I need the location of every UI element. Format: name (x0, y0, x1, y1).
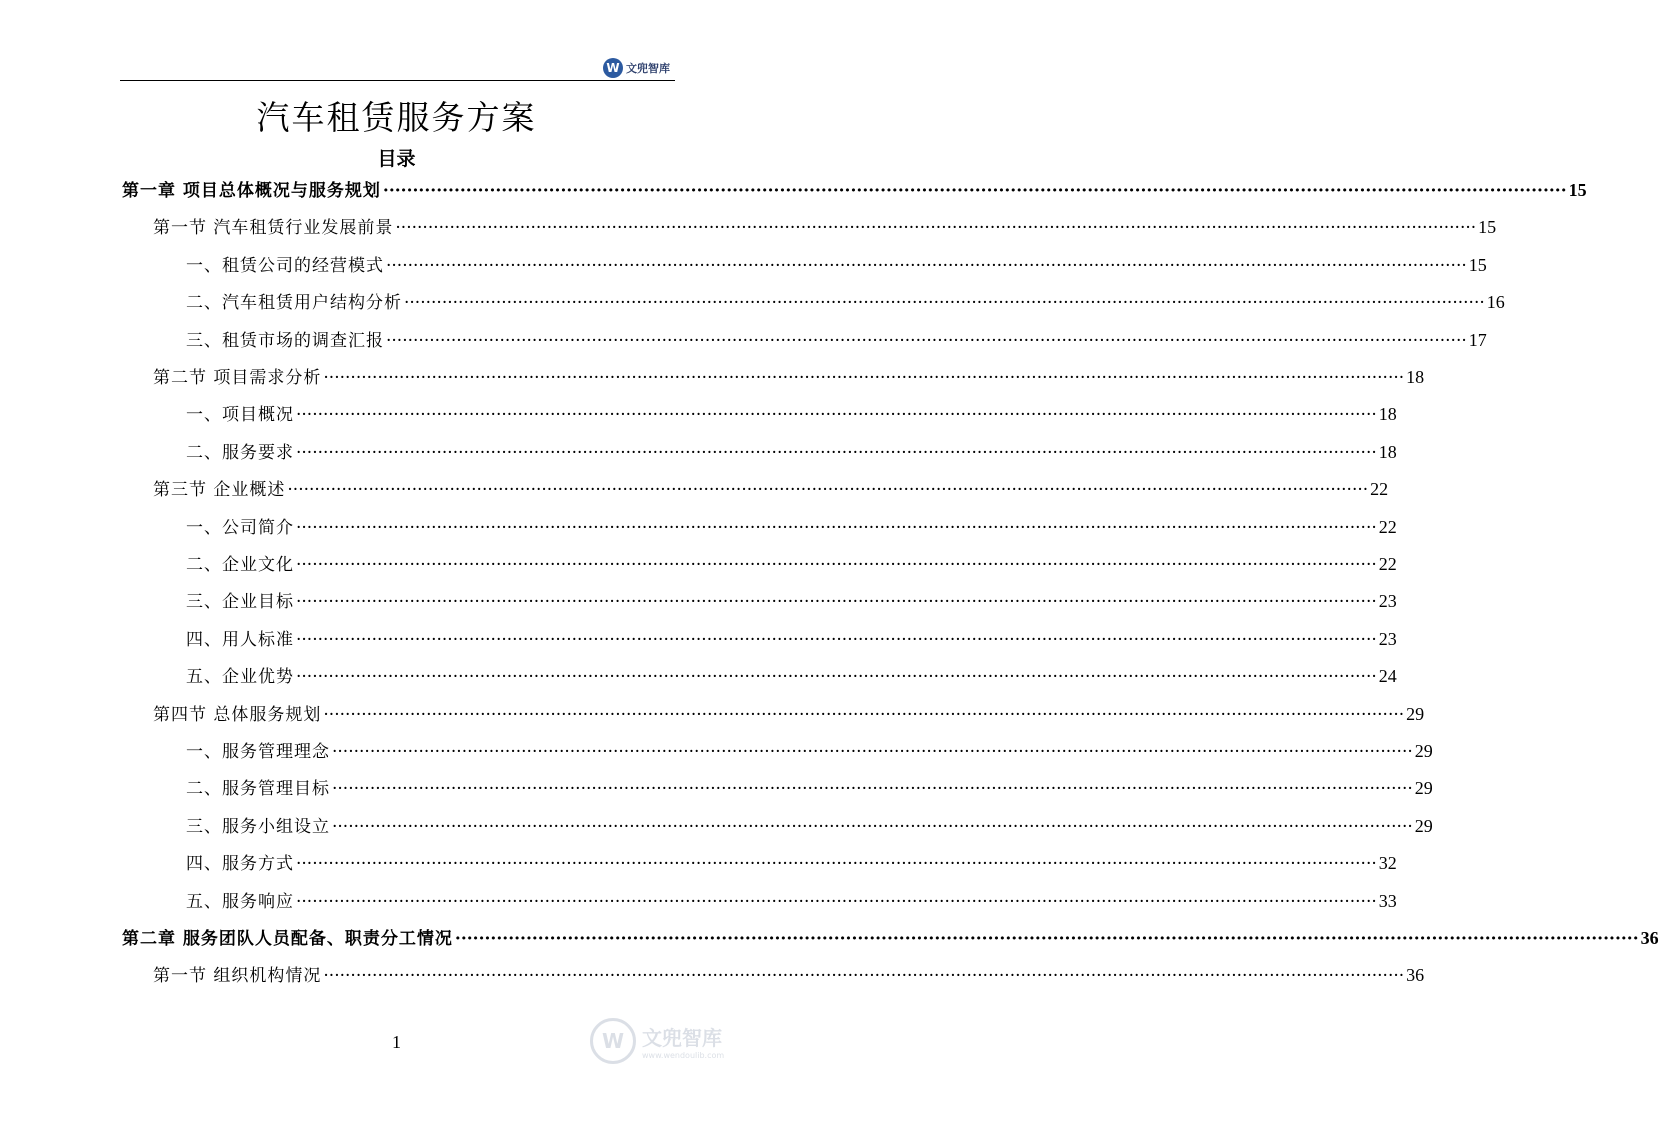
toc-entry-label: 一、租赁公司的经营模式 (186, 255, 384, 276)
toc-entry-page: 36 (1406, 965, 1425, 986)
toc-entry[interactable] (186, 812, 1433, 842)
toc-entry[interactable] (122, 176, 1587, 206)
toc-entry-label: 三、服务小组设立 (186, 816, 330, 837)
toc-leader-dots: ········································································································································································································ (332, 742, 1413, 762)
header-divider (120, 80, 675, 81)
toc-entry-label: 一、服务管理理念 (186, 742, 330, 762)
toc-entry-page: 22 (1378, 554, 1397, 574)
toc-leader-dots: ········································································································································································································ (296, 442, 1377, 463)
watermark-text: 文兜智库 (642, 1026, 722, 1050)
toc-entry-page: 29 (1414, 741, 1433, 761)
toc-entry[interactable] (186, 849, 1397, 879)
document-title: 汽车租赁服务方案 (256, 98, 537, 137)
toc-leader-dots: ········································································································································································································ (296, 555, 1377, 575)
watermark (590, 1016, 750, 1066)
toc-entry[interactable] (186, 774, 1433, 804)
toc-entry-page: 18 (1378, 404, 1397, 425)
toc-entry-page: 22 (1378, 516, 1397, 537)
toc-entry-label: 四、用人标准 (186, 629, 294, 650)
toc-entry-page: 33 (1378, 890, 1397, 911)
watermark-logo-icon: W (590, 1018, 636, 1064)
toc-entry-label: 第二节 项目需求分析 (153, 368, 322, 388)
toc-entry-label: 第二章 服务团队人员配备、职责分工情况 (122, 929, 453, 949)
toc-entry-label: 第四节 总体服务规划 (153, 704, 322, 725)
page-number: 1 (392, 1032, 401, 1052)
toc-leader-dots: ········································································································································································································ (395, 218, 1477, 239)
toc-entry[interactable] (186, 587, 1397, 617)
toc-entry-label: 三、租赁市场的调查汇报 (186, 330, 384, 351)
toc-entry[interactable] (153, 700, 1425, 730)
toc-leader-dots: ········································································································································································································ (296, 891, 1377, 912)
toc-entry-label: 二、服务管理目标 (186, 779, 330, 800)
toc-leader-dots: ········································································································································································································ (296, 405, 1377, 426)
toc-entry[interactable] (153, 475, 1389, 505)
toc-entry[interactable] (122, 924, 1659, 954)
toc-entry-page: 23 (1378, 591, 1397, 612)
toc-entry-page: 17 (1468, 329, 1487, 350)
toc-entry-label: 二、服务要求 (186, 442, 294, 463)
toc-leader-dots: ········································································································································································································ (296, 592, 1377, 613)
brand-logo-text: 文兜智库 (626, 62, 670, 75)
toc-entry-page: 29 (1414, 815, 1433, 836)
toc-entry-label: 三、企业目标 (186, 592, 294, 613)
toc-entry-page: 15 (1468, 254, 1487, 275)
toc-entry[interactable] (186, 625, 1397, 655)
toc-entry[interactable] (186, 887, 1397, 917)
toc-entry[interactable] (186, 513, 1397, 543)
toc-entry-page: 29 (1414, 778, 1433, 799)
toc-entry-page: 36 (1640, 928, 1659, 948)
toc-leader-dots: ········································································································································································································ (454, 929, 1639, 949)
toc-entry[interactable] (186, 550, 1397, 580)
toc-heading: 目录 (377, 148, 416, 170)
toc-entry-label: 第三节 企业概述 (153, 480, 286, 501)
toc-entry[interactable] (186, 400, 1397, 430)
watermark-url: www.wendoulib.com (642, 1051, 725, 1060)
toc-leader-dots: ········································································································································································································ (382, 181, 1567, 201)
toc-entry-label: 四、服务方式 (186, 854, 294, 875)
toc-entry-page: 18 (1378, 441, 1397, 462)
toc-leader-dots: ········································································································································································································ (296, 629, 1377, 650)
toc-entry-label: 五、服务响应 (186, 891, 294, 912)
toc-entry[interactable] (153, 213, 1497, 243)
toc-leader-dots: ········································································································································································································ (296, 517, 1377, 538)
toc-leader-dots: ········································································································································································································ (296, 854, 1377, 875)
toc-entry-label: 第一节 组织机构情况 (153, 966, 322, 987)
toc-entry[interactable] (186, 326, 1487, 356)
toc-leader-dots: ········································································································································································································ (404, 293, 1485, 314)
toc-entry[interactable] (186, 737, 1433, 767)
toc-entry-page: 18 (1406, 367, 1425, 387)
brand-logo (603, 57, 678, 79)
toc-entry-label: 一、公司简介 (186, 517, 294, 538)
toc-leader-dots: ········································································································································································································ (296, 667, 1377, 688)
toc-leader-dots: ········································································································································································································ (287, 480, 1369, 501)
toc-entry-page: 22 (1370, 479, 1389, 500)
toc-entry[interactable] (186, 288, 1505, 318)
toc-entry-page: 16 (1486, 292, 1505, 313)
toc-entry[interactable] (153, 363, 1425, 393)
toc-leader-dots: ········································································································································································································ (332, 816, 1413, 837)
toc-entry-label: 第一节 汽车租赁行业发展前景 (153, 218, 394, 239)
toc-entry-label: 第一章 项目总体概况与服务规划 (122, 181, 381, 201)
toc-entry[interactable] (153, 961, 1425, 991)
brand-logo-icon: W (603, 58, 623, 78)
toc-leader-dots: ········································································································································································································ (386, 330, 1467, 351)
toc-entry-page: 15 (1568, 180, 1587, 200)
toc-entry[interactable] (186, 438, 1397, 468)
toc-entry-label: 五、企业优势 (186, 667, 294, 688)
toc-entry-page: 32 (1378, 853, 1397, 874)
toc-entry[interactable] (186, 251, 1487, 281)
toc-entry-page: 29 (1406, 703, 1425, 724)
toc-entry-page: 15 (1478, 217, 1497, 238)
toc-entry-label: 一、项目概况 (186, 405, 294, 426)
toc-leader-dots: ········································································································································································································ (323, 368, 1405, 388)
toc-leader-dots: ········································································································································································································ (386, 255, 1467, 276)
toc-entry[interactable] (186, 662, 1397, 692)
toc-leader-dots: ········································································································································································································ (323, 704, 1405, 725)
toc-entry-label: 二、企业文化 (186, 555, 294, 575)
toc-leader-dots: ········································································································································································································ (323, 966, 1405, 987)
toc-entry-page: 24 (1378, 666, 1397, 687)
toc-leader-dots: ········································································································································································································ (332, 779, 1413, 800)
toc-entry-page: 23 (1378, 628, 1397, 649)
toc-entry-label: 二、汽车租赁用户结构分析 (186, 293, 402, 314)
